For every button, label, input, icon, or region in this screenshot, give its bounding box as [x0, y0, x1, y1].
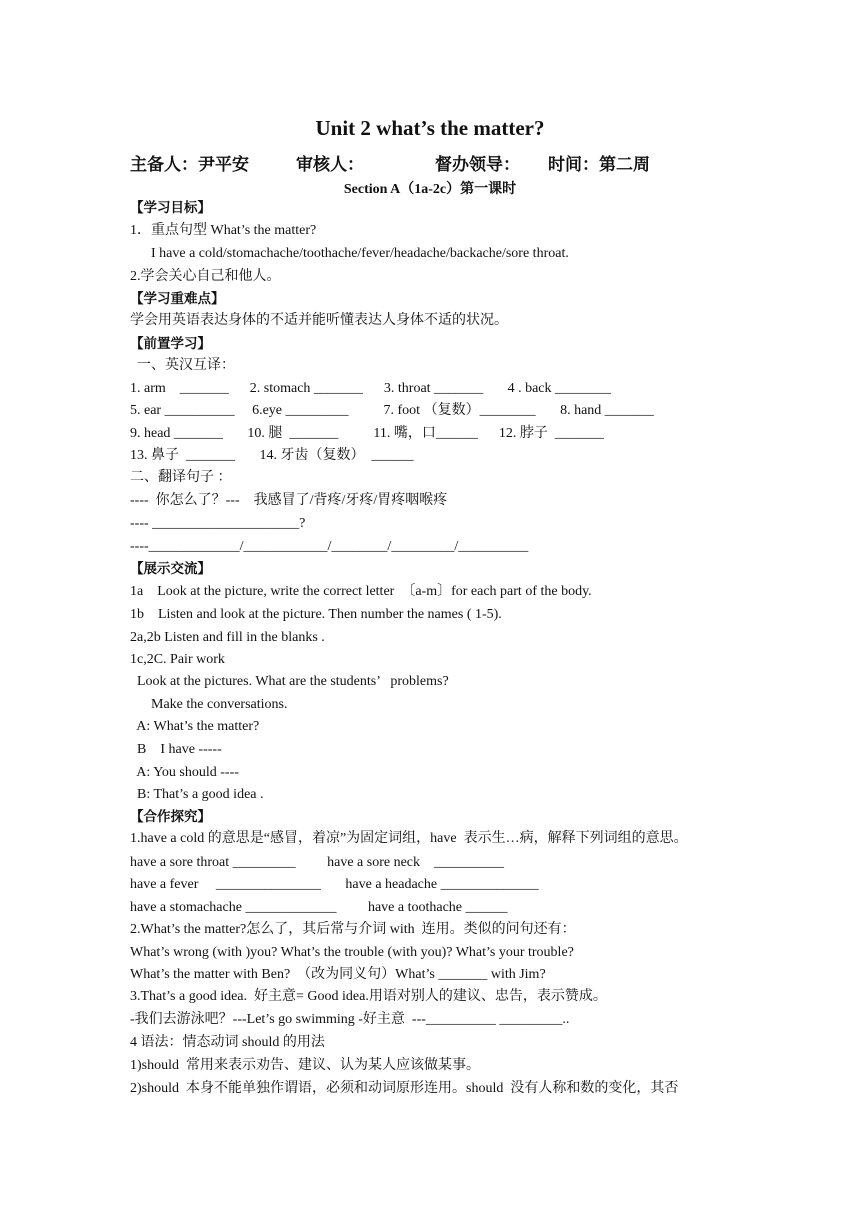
section-heading: Section A（1a-2c）第一课时: [343, 182, 517, 197]
text-line: B: That’s a good idea .: [130, 787, 264, 802]
text-line: 9. head _______ 10. 腿 _______ 11. 嘴，口______ 12. 脖子 _______: [130, 426, 604, 441]
text-line: ----_____________/____________/________/_________/__________: [130, 539, 529, 554]
meta-preparer: 主备人：尹平安: [130, 155, 249, 175]
text-line: 二、翻译句子 ：: [130, 470, 232, 485]
text-line: 1c,2C. Pair work: [130, 652, 225, 667]
text-line: 2.学会关心自己和他人。: [130, 269, 281, 284]
text-line: Make the conversations.: [130, 697, 288, 712]
text-line: 1. arm _______ 2. stomach _______ 3. throat _______ 4 . back ________: [130, 381, 612, 396]
meta-time: 时间：第二周: [548, 155, 650, 175]
text-line: B I have -----: [130, 742, 222, 757]
text-line: What’s the matter with Ben? （改为同义句）What’s _______ with Jim?: [130, 967, 546, 982]
text-line: 5. ear __________ 6.eye _________ 7. foot （复数）________ 8. hand _______: [130, 403, 654, 418]
text-line: 1.have a cold 的意思是“感冒，着凉”为固定词组，have 表示生…病，解释下列词组的意思。: [130, 831, 688, 846]
text-line: Look at the pictures. What are the students’ problems?: [130, 674, 449, 689]
text-line: 13. 鼻子 _______ 14. 牙齿（复数） ______: [130, 448, 414, 463]
text-line: ---- 你怎么了？--- 我感冒了/背疼/牙疼/胃疼咽喉疼: [130, 493, 448, 508]
text-line: 2)should 本身不能单独作谓语，必须和动词原形连用。should 没有人称和数的变化，其否: [130, 1081, 679, 1096]
text-line: 4 语法：情态动词 should 的用法: [130, 1035, 325, 1050]
text-line: 3.That’s a good idea. 好主意= Good idea.用语对别人的建议、忠告，表示赞成。: [130, 989, 607, 1004]
text-line: -我们去游泳吧？---Let’s go swimming -好主意 ---__________ _________..: [130, 1012, 570, 1027]
text-line: What’s wrong (with )you? What’s the trouble (with you)? What’s your trouble?: [130, 945, 574, 960]
text-line: A: You should ----: [130, 765, 239, 780]
text-line: have a sore throat _________ have a sore neck __________: [130, 855, 505, 870]
text-line: I have a cold/stomachache/toothache/fever/headache/backache/sore throat.: [130, 246, 569, 261]
text-line: ---- _____________________?: [130, 516, 306, 531]
meta-supervisor: 督办领导：: [435, 155, 520, 175]
meta-reviewer: 审核人：: [296, 155, 364, 175]
document-title: Unit 2 what’s the matter?: [315, 116, 545, 140]
section-label: 【前置学习】: [130, 336, 211, 352]
section-label: 【展示交流】: [130, 561, 211, 577]
section-label: 【学习目标】: [130, 200, 211, 216]
text-line: 1b Listen and look at the picture. Then number the names ( 1-5).: [130, 607, 502, 622]
text-line: have a fever _______________ have a headache ______________: [130, 877, 539, 892]
text-line: 学会用英语表达身体的不适并能听懂表达人身体不适的状况。: [130, 313, 508, 328]
text-line: have a stomachache _____________ have a toothache ______: [130, 900, 508, 915]
text-line: 一、英汉互译：: [130, 358, 235, 373]
text-line: 2a,2b Listen and fill in the blanks .: [130, 630, 325, 645]
text-line: 1a Look at the picture, write the correct letter 〔a-m〕for each part of the body.: [130, 584, 592, 599]
text-line: 1)should 常用来表示劝告、建议、认为某人应该做某事。: [130, 1058, 480, 1073]
text-line: A: What’s the matter?: [130, 719, 260, 734]
section-label: 【学习重难点】: [130, 291, 225, 307]
text-line: 2.What’s the matter?怎么了，其后常与介词 with 连用。类似的问句还有：: [130, 922, 576, 937]
section-label: 【合作探究】: [130, 809, 211, 825]
meta-row: [0, 150, 860, 175]
text-line: 1．重点句型 What’s the matter?: [130, 223, 317, 238]
